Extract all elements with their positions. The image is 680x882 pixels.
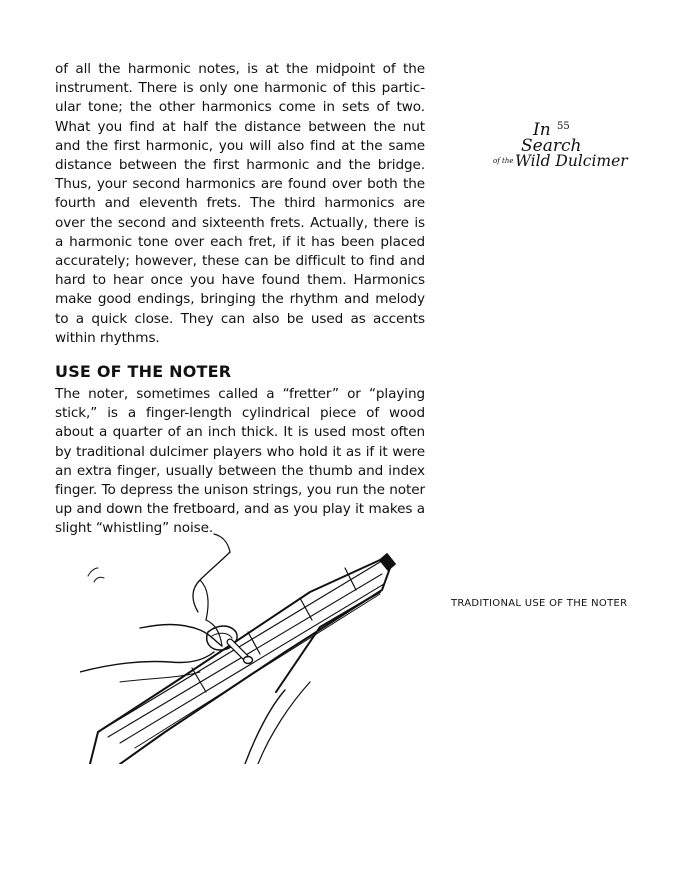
logo-line-1: In (533, 120, 551, 140)
logo-prefix: of the (493, 157, 514, 165)
noter-drawing (80, 532, 400, 764)
logo-line-3: Wild Dulcimer (515, 152, 628, 170)
figure-caption: TRADITIONAL USE OF THE NOTER (451, 598, 628, 609)
section-heading: USE OF THE NOTER (55, 362, 232, 381)
paragraph-noter: The noter, sometimes called a “fretter” or “playing stick,” is a finger-length cylindrical piece of wood about a quarter of an inch thick. It is used most often by traditional dulcimer players who hold it as if it were an extra finger, usually between the thumb and index finger. To depress the unison strings, you run the noter up and down the fretboard, and as you play it makes a slight “whistling” noise. (55, 386, 425, 537)
logo-line-2: Search (521, 136, 582, 156)
noter-illustration (80, 532, 400, 764)
page-number: 55 (557, 121, 570, 132)
book-title-logo (493, 118, 643, 178)
paragraph-harmonics: of all the harmonic notes, is at the midpoint of the instrument. There is only one harmonic of this partic-ular tone; the other harmonics come in sets of two. What you find at half the distance between the nut and the first harmonic, you will also find at the same distance between the first harmonic and the bridge. Thus, your second harmonics are found over both the fourth and eleventh frets. The third harmonics are over the second and sixteenth frets. Actually, there is a harmonic tone over each fret, if it has been placed accurately; however, these can be difficult to find and hard to hear once you have found them. Harmonics make good endings, bringing the rhythm and melody to a quick close. They can also be used as accents within rhythms. (55, 61, 425, 346)
book-title-logo-art (493, 118, 643, 178)
